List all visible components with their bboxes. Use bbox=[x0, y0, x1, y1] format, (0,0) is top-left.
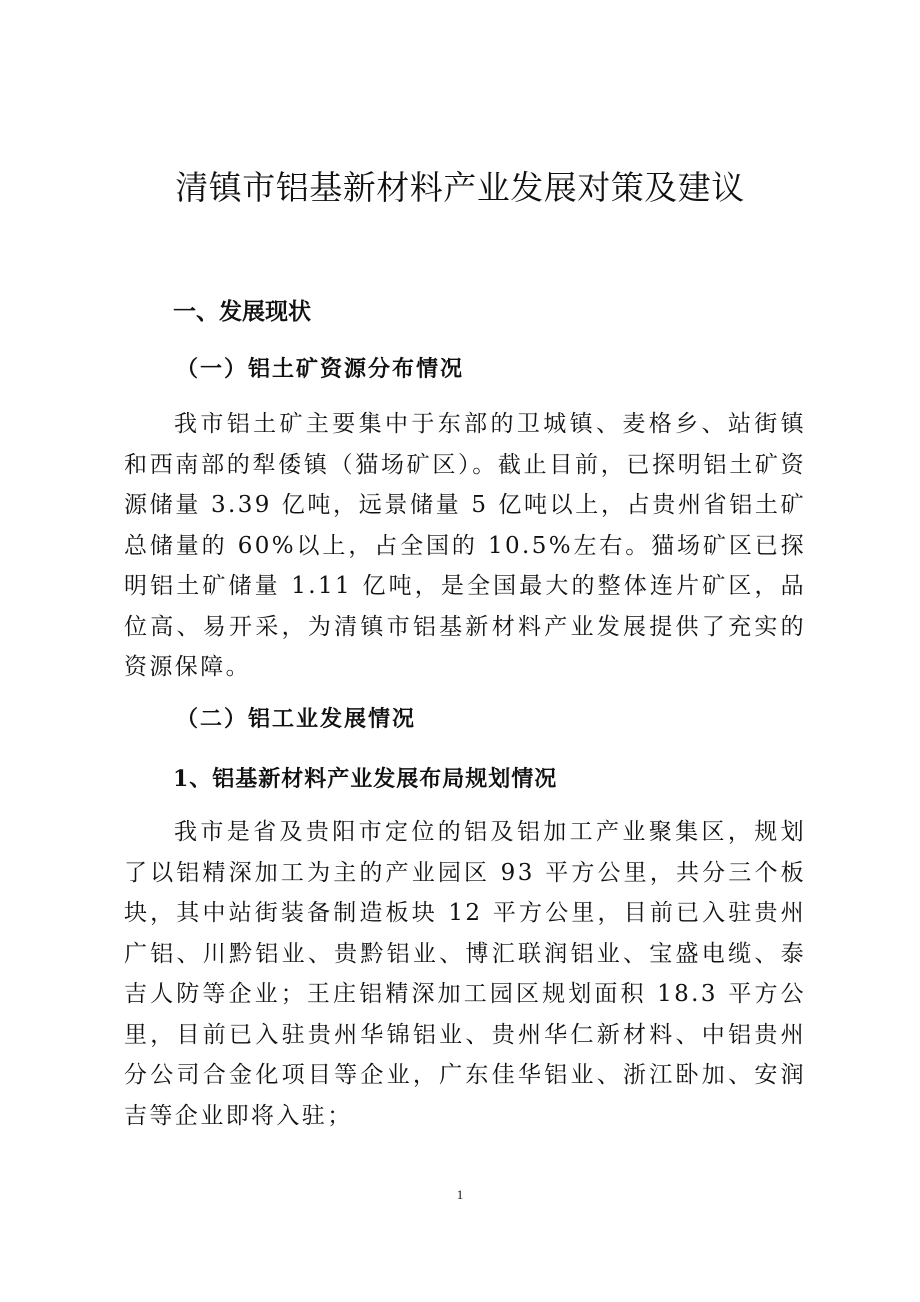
page-number: 1 bbox=[456, 1187, 464, 1202]
document-title: 清镇市铝基新材料产业发展对策及建议 bbox=[175, 168, 745, 207]
paragraph-bauxite-distribution: 我市铝土矿主要集中于东部的卫城镇、麦格乡、站街镇和西南部的犁倭镇（猫场矿区）。截止目前，已探明铝土矿资源储量 3.39 亿吨，远景储量 5 亿吨以上，占贵州省铝土矿总储量的 60%以上，占全国的 10.5%左右。猫场矿区已探明铝土矿储量 1.11 亿吨，是全国最大的整体连片矿区，品位高、易开采，为清镇市铝基新材料产业发展提供了充实的资源保障。 bbox=[124, 411, 806, 680]
section-heading-status: 一、发展现状 bbox=[173, 299, 311, 325]
subsection-heading-bauxite: （一）铝土矿资源分布情况 bbox=[176, 356, 465, 382]
paragraph-layout-planning: 我市是省及贵阳市定位的铝及铝加工产业聚集区，规划了以铝精深加工为主的产业园区 93 平方公里，共分三个板块，其中站街装备制造板块 12 平方公里，目前已入驻贵州广铝、川黔铝业、贵黔铝业、博汇联润铝业、宝盛电缆、泰吉人防等企业；王庄铝精深加工园区规划面积 18.3 平方公里，目前已入驻贵州华锦铝业、贵州华仁新材料、中铝贵州分公司合金化项目等企业，广东佳华铝业、浙江卧加、安润吉等企业即将入驻； bbox=[124, 819, 806, 1129]
subsection-heading-aluminum-industry: （二）铝工业发展情况 bbox=[176, 706, 417, 732]
item-heading-layout-planning: 1、铝基新材料产业发展布局规划情况 bbox=[173, 766, 558, 792]
